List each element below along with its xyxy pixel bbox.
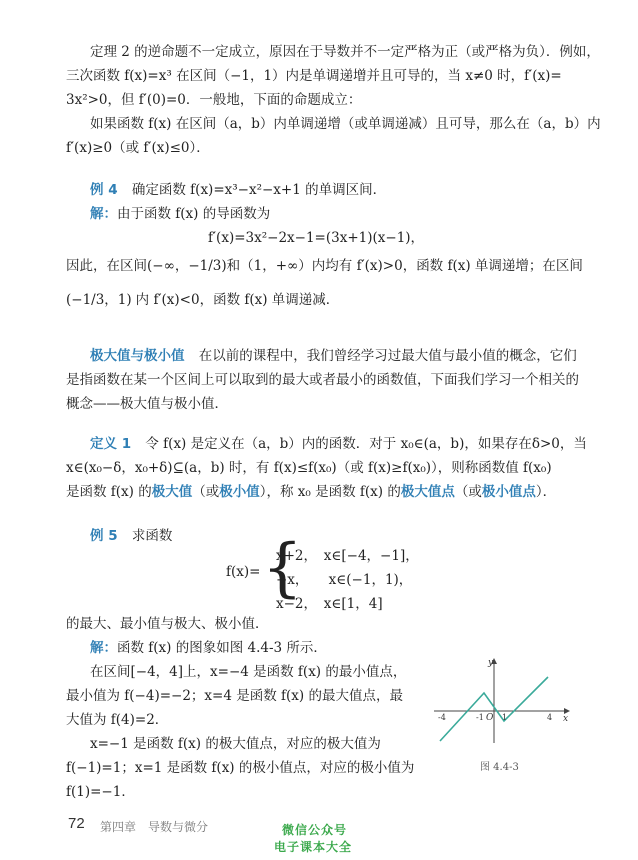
example5-solution-text: 函数 f(x) 的图象如图 4.4-3 所示． [117,640,327,656]
tick-label-4: 4 [547,713,553,722]
example4-interval-decreasing: (−1/3，1) [66,292,132,308]
example4-interval-intro: 因此，在区间 [66,258,147,274]
tick-label-neg1: -1 [476,713,484,722]
example4-interval-line2 [66,288,339,308]
example5-para4: x=−1 是函数 f(x) 的极大值点，对应的极大值为 [90,736,381,752]
def1-text3g: （或 [454,484,482,500]
extrema-line3: 概念——极大值与极小值． [66,396,228,412]
extrema-heading: 极大值与极小值 [90,348,185,364]
example5-para3: 大值为 f(4)=2． [66,712,169,728]
piecewise-brace: { [262,531,303,605]
extrema-intro: 在以前的课程中，我们曾经学习过最大值与最小值的概念，它们 [198,348,577,364]
def1-line2: x∈(x₀−δ，x₀+δ)⊆(a，b) 时，有 f(x)≤f(x₀)（或 f(x)≥f(x₀)），则称函数值 f(x₀) [66,460,552,476]
example5-header [90,524,172,544]
para1-line3: 3x²>0，但 f′(0)=0．一般地，下面的命题成立： [66,92,362,108]
def1-text1: 令 f(x) 是定义在（a，b）内的函数．对于 x₀∈(a，b)，如果存在δ>0，当 [145,436,587,452]
para1-line4: 如果函数 f(x) 在区间（a，b）内单调递增（或单调递减）且可导，那么在（a，b）内 [90,116,601,132]
piecewise-case2: −x， x∈(−1，1)， [276,572,413,588]
def1-term-local-max: 极大值 [151,484,193,500]
tick-label-1: 1 [502,713,508,722]
def1-text3i: ）． [535,484,557,500]
x-axis-label: x [563,714,569,724]
para1-line5: f′(x)≥0（或 f′(x)≤0）． [66,140,210,156]
piecewise-case1: x+2， x∈[−4，−1]， [276,548,419,564]
example4-interval-end: 内 f′(x)<0，函数 f(x) 单调递减． [135,292,340,308]
piecewise-case3: x−2， x∈[1，4] [276,596,383,612]
extrema-line1 [90,344,577,364]
example5-para6: f(1)=−1． [66,784,135,800]
def1-term-local-min: 极小值 [219,484,260,500]
example5-para5: f(−1)=1；x=1 是函数 f(x) 的极小值点，对应的极小值为 [66,760,415,776]
chapter-title: 第四章 导数与微分 [100,820,209,834]
example5-title: 求函数 [131,528,173,544]
example5-para1: 在区间[−4，4]上，x=−4 是函数 f(x) 的最小值点， [90,664,407,680]
def1-text3c: （或 [192,484,220,500]
example4-header [90,178,386,198]
example5-question-end: 的最大、最小值与极大、极小值． [66,616,269,632]
example4-derivative-formula: f′(x)=3x²−2x−1=(3x+1)(x−1)， [208,230,425,246]
para1-line2: 三次函数 f(x)=x³ 在区间（−1，1）内是单调递增并且可导的，当 x≠0 时，f′(x)= [66,68,562,84]
example5-solution-label: 解： [90,640,117,656]
figure-caption: 图 4.4-3 [480,762,519,773]
watermark-line2: 电子课本大全 [274,840,353,854]
example4-title: 确定函数 f(x)=x³−x²−x+1 的单调区间． [131,182,387,198]
example5-para2: 最小值为 f(−4)=−2；x=4 是函数 f(x) 的最大值点，最 [66,688,403,704]
origin-label: O [486,713,494,723]
example4-solution-text: 由于函数 f(x) 的导函数为 [117,206,271,222]
extrema-line2: 是指函数在某一个区间上可以取到的最大或者最小的函数值，下面我们学习一个相关的 [66,372,579,388]
example4-label: 例 4 [90,182,118,198]
example4-solution-label: 解： [90,206,117,222]
def1-term-min-point: 极小值点 [481,484,536,500]
def1-text3a: 是函数 f(x) 的 [66,484,152,500]
def1-line3 [66,480,556,500]
page-number: 72 [68,815,85,832]
piecewise-fx: f(x)= [226,564,261,580]
y-axis-label: y [488,658,494,668]
def1-line1 [90,432,587,452]
example5-label: 例 5 [90,528,118,544]
tick-label-neg4: -4 [438,713,446,722]
example4-interval-mid: 和（1，+∞）内均有 f′(x)>0，函数 f(x) 单调递增；在区间 [226,258,583,274]
example5-solution-line1 [90,636,327,656]
example4-interval-increasing: (−∞，−1/3) [147,258,227,274]
example4-solution-line1 [90,202,270,222]
def1-text3e: ），称 x₀ 是函数 f(x) 的 [259,484,401,500]
para1-line1: 定理 2 的逆命题不一定成立，原因在于导数并不一定严格为正（或严格为负）．例如， [90,44,600,60]
watermark-line1: 微信公众号 [282,823,348,837]
def1-term-max-point: 极大值点 [400,484,455,500]
piecewise-graph [432,655,572,745]
example4-interval-line1 [66,254,583,274]
def1-label: 定义 1 [90,436,132,452]
